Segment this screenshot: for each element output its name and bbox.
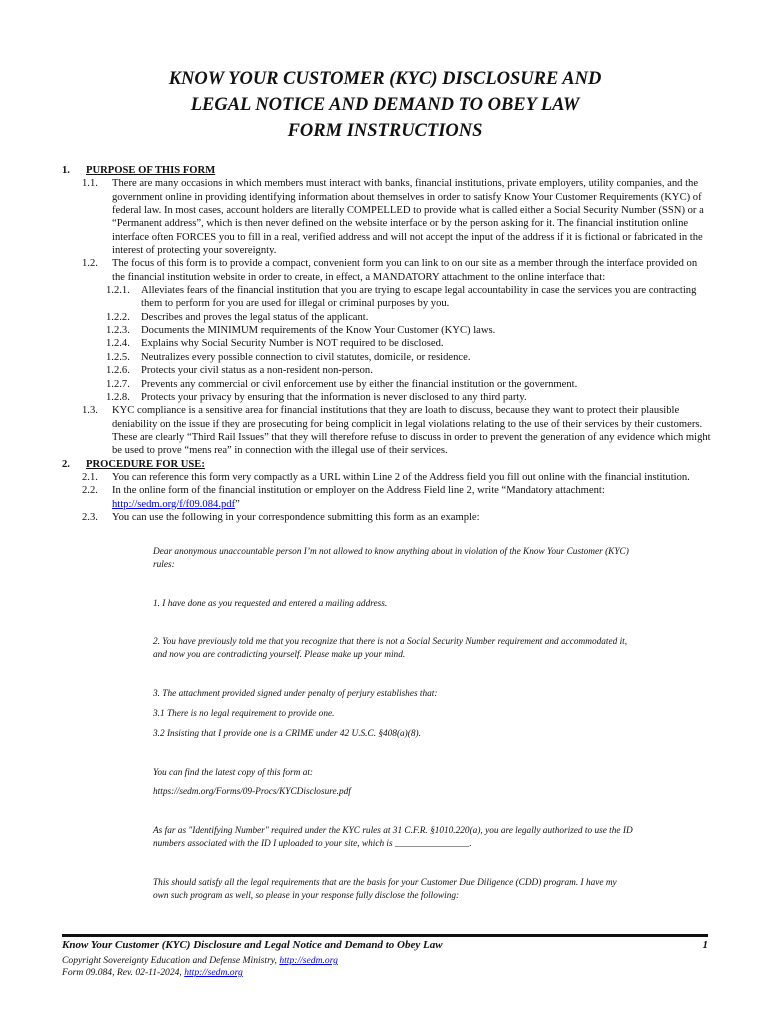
- letter-url: https://sedm.org/Forms/09-Procs/KYCDisclosure.pdf: [153, 787, 351, 797]
- item-text: Alleviates fears of the financial institution that you are trying to escape legal accountability in case the services you are contracting them to perform for you are used for illegal or criminal purposes by you.: [141, 285, 697, 310]
- document-body: [62, 164, 712, 524]
- section-heading-purpose: [62, 164, 712, 177]
- form-rev-text: Form 09.084, Rev. 02-11-2024,: [62, 967, 185, 978]
- list-item: [62, 511, 712, 524]
- item-number: 1.2.5.: [106, 351, 130, 363]
- attachment-link[interactable]: http://sedm.org/f/f09.084.pdf: [112, 498, 236, 510]
- item-text-tail: ”: [235, 498, 240, 510]
- list-item: [62, 471, 712, 484]
- list-item: [62, 484, 712, 511]
- copyright-text: Copyright Sovereignty Education and Defense Ministry,: [62, 955, 280, 966]
- item-number: 1.2.3.: [106, 325, 130, 337]
- page-number: 1: [702, 939, 708, 951]
- item-text: You can reference this form very compactly as a URL within Line 2 of the Address field you fill out online with the financial institution.: [112, 471, 690, 483]
- letter-point-3: 3. The attachment provided signed under penalty of perjury establishes that:: [153, 689, 438, 699]
- item-number: 2.1.: [82, 471, 98, 483]
- letter-salutation: Dear anonymous unaccountable person I’m not allowed to know anything about in violation of the Know Your Customer (KYC) rules:: [153, 547, 629, 570]
- item-text: KYC compliance is a sensitive area for financial institutions that they are loath to discuss, because they want to protect their plausible deniability on the issue if they are prosecuting for being complicit in legal violations relating to the use of their services by their customers. These are clearly “Third Rail Issues” that they will therefore refuse to discuss in order to prevent the generation of any evidence which might be used to prove “mens rea” in connection with the illegal use of their services.: [112, 405, 711, 457]
- item-number: 1.2.8.: [106, 391, 130, 403]
- list-item: [62, 364, 712, 377]
- item-number: 2.2.: [82, 485, 98, 497]
- letter-point-3-1: 3.1 There is no legal requirement to provide one.: [153, 709, 335, 719]
- list-item: [62, 311, 712, 324]
- item-number: 1.2.7.: [106, 378, 130, 390]
- list-item: [62, 391, 712, 404]
- letter-point-3-2: 3.2 Insisting that I provide one is a CRIME under 42 U.S.C. §408(a)(8).: [153, 729, 421, 739]
- title-line-2: LEGAL NOTICE AND DEMAND TO OBEY LAW: [190, 95, 580, 115]
- section-title: PROCEDURE FOR USE:: [86, 458, 205, 470]
- footer-divider: [62, 934, 708, 937]
- list-item: [62, 177, 712, 257]
- list-item: [62, 337, 712, 350]
- item-number: 1.2.: [82, 258, 98, 270]
- item-text: Protects your privacy by ensuring that the information is never disclosed to any third party.: [141, 391, 527, 403]
- section-heading-procedure: [62, 458, 712, 471]
- letter-identifying-number: As far as "Identifying Number" required under the KYC rules at 31 C.F.R. §1010.220(a), you are legally authorized to use the ID numbers associated with the ID I uploaded to your site, which is ________________.: [153, 826, 633, 849]
- copyright-link[interactable]: http://sedm.org: [279, 955, 338, 966]
- item-text: You can use the following in your correspondence submitting this form as an example:: [112, 511, 480, 523]
- item-text: The focus of this form is to provide a compact, convenient form you can link to on our site as a member through the interface provided on the financial institution website in order to create, in effect, a MANDATORY attachment to the online interface that:: [112, 258, 698, 283]
- letter-latest-copy: You can find the latest copy of this form at:: [153, 768, 314, 778]
- footer-form-info: [62, 967, 243, 978]
- item-text: Protects your civil status as a non-resident non-person.: [141, 365, 373, 377]
- section-number: 2.: [62, 458, 70, 470]
- letter-point-1: 1. I have done as you requested and entered a mailing address.: [153, 599, 388, 609]
- letter-point-2: 2. You have previously told me that you recognize that there is not a Social Security Number requirement and accommodated it, and now you are contradicting yourself. Please make up your mind.: [153, 637, 628, 660]
- section-title: PURPOSE OF THIS FORM: [86, 165, 216, 176]
- item-text: Documents the MINIMUM requirements of the Know Your Customer (KYC) laws.: [141, 325, 496, 337]
- section-number: 1.: [62, 165, 70, 176]
- item-text: Prevents any commercial or civil enforcement use by either the financial institution or the government.: [141, 378, 578, 390]
- item-number: 1.2.4.: [106, 338, 130, 350]
- item-number: 1.1.: [82, 178, 98, 190]
- item-text: Neutralizes every possible connection to civil statutes, domicile, or residence.: [141, 351, 471, 363]
- title-line-3: FORM INSTRUCTIONS: [287, 121, 483, 141]
- list-item: [62, 404, 712, 457]
- title-line-1: KNOW YOUR CUSTOMER (KYC) DISCLOSURE AND: [168, 69, 602, 89]
- list-item: [62, 284, 712, 311]
- list-item: [62, 257, 712, 284]
- item-text: [112, 484, 712, 511]
- letter-cdd-program: This should satisfy all the legal requirements that are the basis for your Customer Due Diligence (CDD) program. I have my own such program as well, so please in your response fully disclose the following:: [153, 878, 617, 901]
- item-number: 1.3.: [82, 405, 98, 417]
- list-item: [62, 324, 712, 337]
- item-text-lead: In the online form of the financial institution or employer on the Address Field line 2, write “Mandatory attachment:: [112, 485, 605, 497]
- list-item: [62, 378, 712, 391]
- item-number: 1.2.1.: [106, 285, 130, 297]
- form-link[interactable]: http://sedm.org: [184, 967, 243, 978]
- item-text: Describes and proves the legal status of the applicant.: [141, 311, 369, 323]
- item-text: Explains why Social Security Number is NOT required to be disclosed.: [141, 338, 444, 350]
- item-number: 1.2.6.: [106, 365, 130, 377]
- document-title: [0, 66, 770, 144]
- footer-title: Know Your Customer (KYC) Disclosure and Legal Notice and Demand to Obey Law: [62, 939, 443, 951]
- footer-copyright: [62, 955, 338, 966]
- list-item: [62, 351, 712, 364]
- item-number: 2.3.: [82, 511, 98, 523]
- item-number: 1.2.2.: [106, 311, 130, 323]
- item-text: There are many occasions in which members must interact with banks, financial institutions, private employers, utility companies, and the government online in providing identifying information about themselves in order to satisfy Know Your Customer Requirements (KYC) of federal law. In most cases, account holders are literally COMPELLED to provide what is called either a Social Security Number (SSN) or a “Permanent address”, which is then never defined on the website interface or by the person asking for it. The financial institution online interface often FORCES you to fill in a real, verified address and will not accept the input of the address if it is fictional or fabricated in the interest of protecting your sovereignty.: [112, 178, 704, 257]
- footer-title-row: [62, 939, 708, 951]
